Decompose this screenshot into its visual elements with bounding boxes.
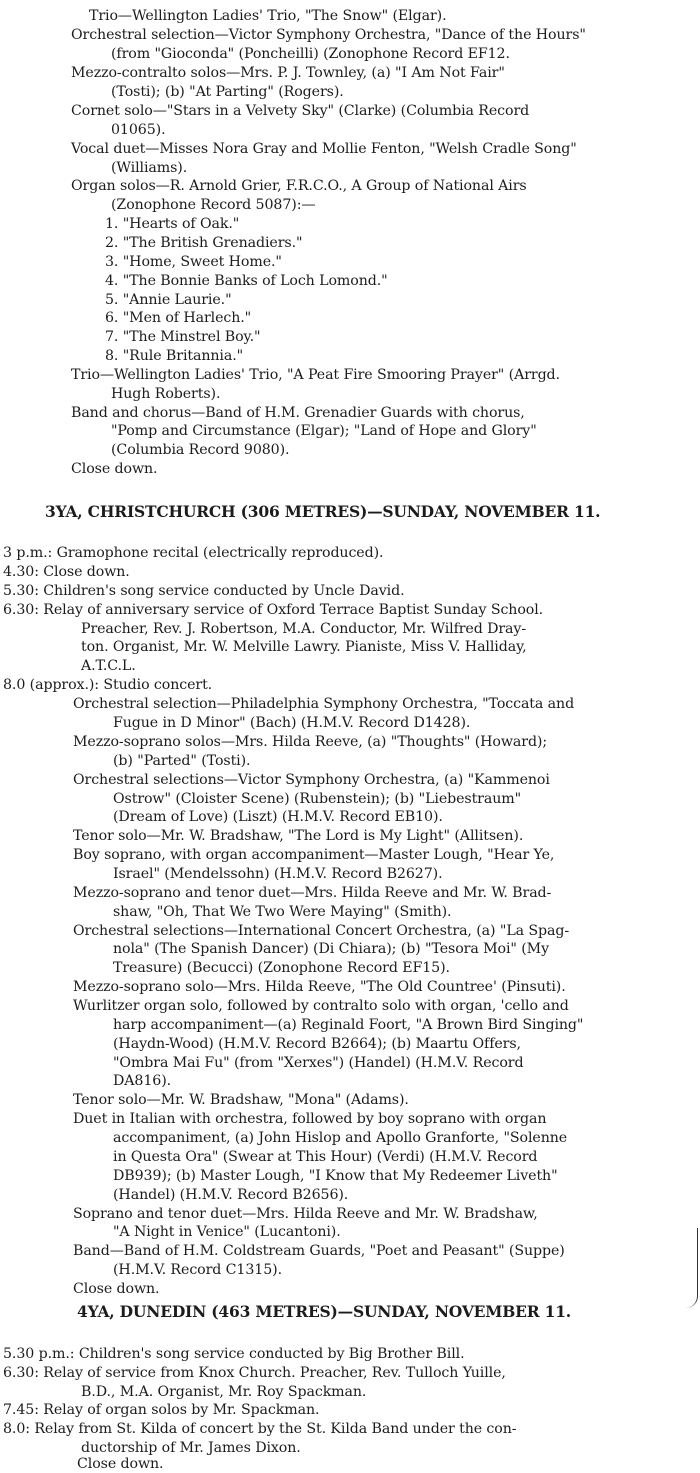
close-down-text: Close down. xyxy=(71,461,158,477)
programme-item: Mezzo-soprano solo—Mrs. Hilda Reeve, "The Old Countree' (Pinsuti). xyxy=(73,979,566,995)
programme-item: Trio—Wellington Ladies' Trio, "A Peat Fire Smooring Prayer" (Arrgd. xyxy=(71,367,560,383)
programme-item: 7.45: Relay of organ solos by Mr. Spackman. xyxy=(3,1402,320,1418)
section-heading: 4YA, DUNEDIN (463 METRES)—SUNDAY, NOVEMBER 11. xyxy=(77,1302,571,1321)
list-item: 6. "Men of Harlech." xyxy=(105,310,252,326)
programme-item-continued: ductorship of Mr. James Dixon. xyxy=(81,1440,301,1456)
programme-item: 3 p.m.: Gramophone recital (electrically reproduced). xyxy=(3,545,384,561)
programme-item: Mezzo-soprano and tenor duet—Mrs. Hilda Reeve and Mr. W. Brad- xyxy=(73,885,552,901)
programme-item-continued: A.T.C.L. xyxy=(81,658,136,674)
programme-item-continued: (b) "Parted" (Tosti). xyxy=(113,753,251,769)
margin-bracket-mark xyxy=(685,1228,698,1308)
programme-item-continued: (Zonophone Record 5087):— xyxy=(111,197,316,213)
programme-item: Tenor solo—Mr. W. Bradshaw, "Mona" (Adams). xyxy=(73,1092,409,1108)
programme-item: 8.0: Relay from St. Kilda of concert by the St. Kilda Band under the con- xyxy=(3,1421,517,1437)
programme-item-continued: (Dream of Love) (Liszt) (H.M.V. Record EB10). xyxy=(113,809,443,825)
list-item: 7. "The Minstrel Boy." xyxy=(105,329,261,345)
programme-item-continued: "A Night in Venice" (Lucantoni). xyxy=(113,1224,341,1240)
close-down-text: Close down. xyxy=(73,1281,160,1297)
programme-item: Orchestral selections—Victor Symphony Orchestra, (a) "Kammenoi xyxy=(73,772,550,788)
programme-item-continued: Treasure) (Becucci) (Zonophone Record EF15). xyxy=(113,960,450,976)
programme-item: Cornet solo—"Stars in a Velvety Sky" (Clarke) (Columbia Record xyxy=(71,103,530,119)
programme-item: Organ solos—R. Arnold Grier, F.R.C.O., A Group of National Airs xyxy=(71,178,527,194)
programme-item: 6.30: Relay of service from Knox Church. Preacher, Rev. Tulloch Yuille, xyxy=(3,1365,506,1381)
programme-item: Trio—Wellington Ladies' Trio, "The Snow" (Elgar). xyxy=(89,8,447,24)
programme-item: Orchestral selection—Philadelphia Symphony Orchestra, "Toccata and xyxy=(73,696,575,712)
programme-item: Band and chorus—Band of H.M. Grenadier Guards with chorus, xyxy=(71,405,525,421)
programme-item-continued: ton. Organist, Mr. W. Melville Lawry. Pianiste, Miss V. Halliday, xyxy=(81,639,527,655)
programme-item-continued: (H.M.V. Record C1315). xyxy=(113,1262,282,1278)
programme-item: Soprano and tenor duet—Mrs. Hilda Reeve and Mr. W. Bradshaw, xyxy=(73,1206,538,1222)
programme-item-continued: accompaniment, (a) John Hislop and Apollo Granforte, "Solenne xyxy=(113,1130,568,1146)
programme-item-continued: "Pomp and Circumstance (Elgar); "Land of Hope and Glory" xyxy=(111,423,537,439)
programme-item-continued: Fugue in D Minor" (Bach) (H.M.V. Record D1428). xyxy=(113,715,471,731)
programme-item-continued: 01065). xyxy=(111,122,166,138)
programme-item: 4.30: Close down. xyxy=(3,564,130,580)
programme-item-continued: Ostrow" (Cloister Scene) (Rubenstein); (b) "Liebestraum" xyxy=(113,791,522,807)
list-item: 3. "Home, Sweet Home." xyxy=(105,254,282,270)
programme-item: Tenor solo—Mr. W. Bradshaw, "The Lord is My Light" (Allitsen). xyxy=(73,828,524,844)
programme-item-continued: (Williams). xyxy=(111,160,188,176)
programme-item-continued: Hugh Roberts). xyxy=(111,386,221,402)
programme-item: 8.0 (approx.): Studio concert. xyxy=(3,677,213,693)
programme-item: Mezzo-contralto solos—Mrs. P. J. Townley, (a) "I Am Not Fair" xyxy=(71,65,505,81)
programme-item: Band—Band of H.M. Coldstream Guards, "Poet and Peasant" (Suppe) xyxy=(73,1243,565,1259)
programme-item: Duet in Italian with orchestra, followed by boy soprano with organ xyxy=(73,1111,547,1127)
programme-item-continued: Israel" (Mendelssohn) (H.M.V. Record B2627). xyxy=(113,866,443,882)
programme-item: Wurlitzer organ solo, followed by contralto solo with organ, 'cello and xyxy=(73,998,569,1014)
programme-item: 5.30: Children's song service conducted by Uncle David. xyxy=(3,583,405,599)
programme-item-continued: (Tosti); (b) "At Parting" (Rogers). xyxy=(111,84,344,100)
programme-item: 6.30: Relay of anniversary service of Oxford Terrace Baptist Sunday School. xyxy=(3,602,544,618)
programme-item: Mezzo-soprano solos—Mrs. Hilda Reeve, (a) "Thoughts" (Howard); xyxy=(73,734,548,750)
programme-item: 5.30 p.m.: Children's song service conducted by Big Brother Bill. xyxy=(3,1346,465,1362)
programme-item-continued: (Handel) (H.M.V. Record B2656). xyxy=(113,1187,349,1203)
programme-item-continued: (Haydn-Wood) (H.M.V. Record B2664); (b) Maartu Offers, xyxy=(113,1036,521,1052)
programme-item-continued: DB939); (b) Master Lough, "I Know that My Redeemer Liveth" xyxy=(113,1168,558,1184)
programme-item-continued: harp accompaniment—(a) Reginald Foort, "A Brown Bird Singing" xyxy=(113,1017,584,1033)
programme-item-continued: shaw, "Oh, That We Two Were Maying" (Smith). xyxy=(113,904,452,920)
list-item: 8. "Rule Britannia." xyxy=(105,348,244,364)
list-item: 1. "Hearts of Oak." xyxy=(105,216,240,232)
programme-item: Boy soprano, with organ accompaniment—Master Lough, "Hear Ye, xyxy=(73,847,555,863)
programme-item-continued: "Ombra Mai Fu" (from "Xerxes") (Handel) (H.M.V. Record xyxy=(113,1055,524,1071)
close-down-text: Close down. xyxy=(77,1456,164,1472)
list-item: 2. "The British Grenadiers." xyxy=(105,235,303,251)
programme-item-continued: Preacher, Rev. J. Robertson, M.A. Conductor, Mr. Wilfred Dray- xyxy=(81,621,527,637)
programme-item: Orchestral selection—Victor Symphony Orchestra, "Dance of the Hours" xyxy=(71,27,586,43)
programme-item-continued: nola" (The Spanish Dancer) (Di Chiara); (b) "Tesora Moi" (My xyxy=(113,941,550,957)
programme-item-continued: (from "Gioconda" (Poncheilli) (Zonophone Record EF12. xyxy=(111,46,510,62)
programme-item: Vocal duet—Misses Nora Gray and Mollie Fenton, "Welsh Cradle Song" xyxy=(71,141,577,157)
list-item: 5. "Annie Laurie." xyxy=(105,292,232,308)
programme-item-continued: DA816). xyxy=(113,1073,172,1089)
programme-item-continued: in Questa Ora" (Swear at This Hour) (Verdi) (H.M.V. Record xyxy=(113,1149,538,1165)
programme-item: Orchestral selections—International Concert Orchestra, (a) "La Spag- xyxy=(73,923,570,939)
list-item: 4. "The Bonnie Banks of Loch Lomond." xyxy=(105,273,388,289)
programme-item-continued: (Columbia Record 9080). xyxy=(111,442,290,458)
programme-item-continued: B.D., M.A. Organist, Mr. Roy Spackman. xyxy=(81,1384,367,1400)
section-heading: 3YA, CHRISTCHURCH (306 METRES)—SUNDAY, NOVEMBER 11. xyxy=(45,502,601,521)
